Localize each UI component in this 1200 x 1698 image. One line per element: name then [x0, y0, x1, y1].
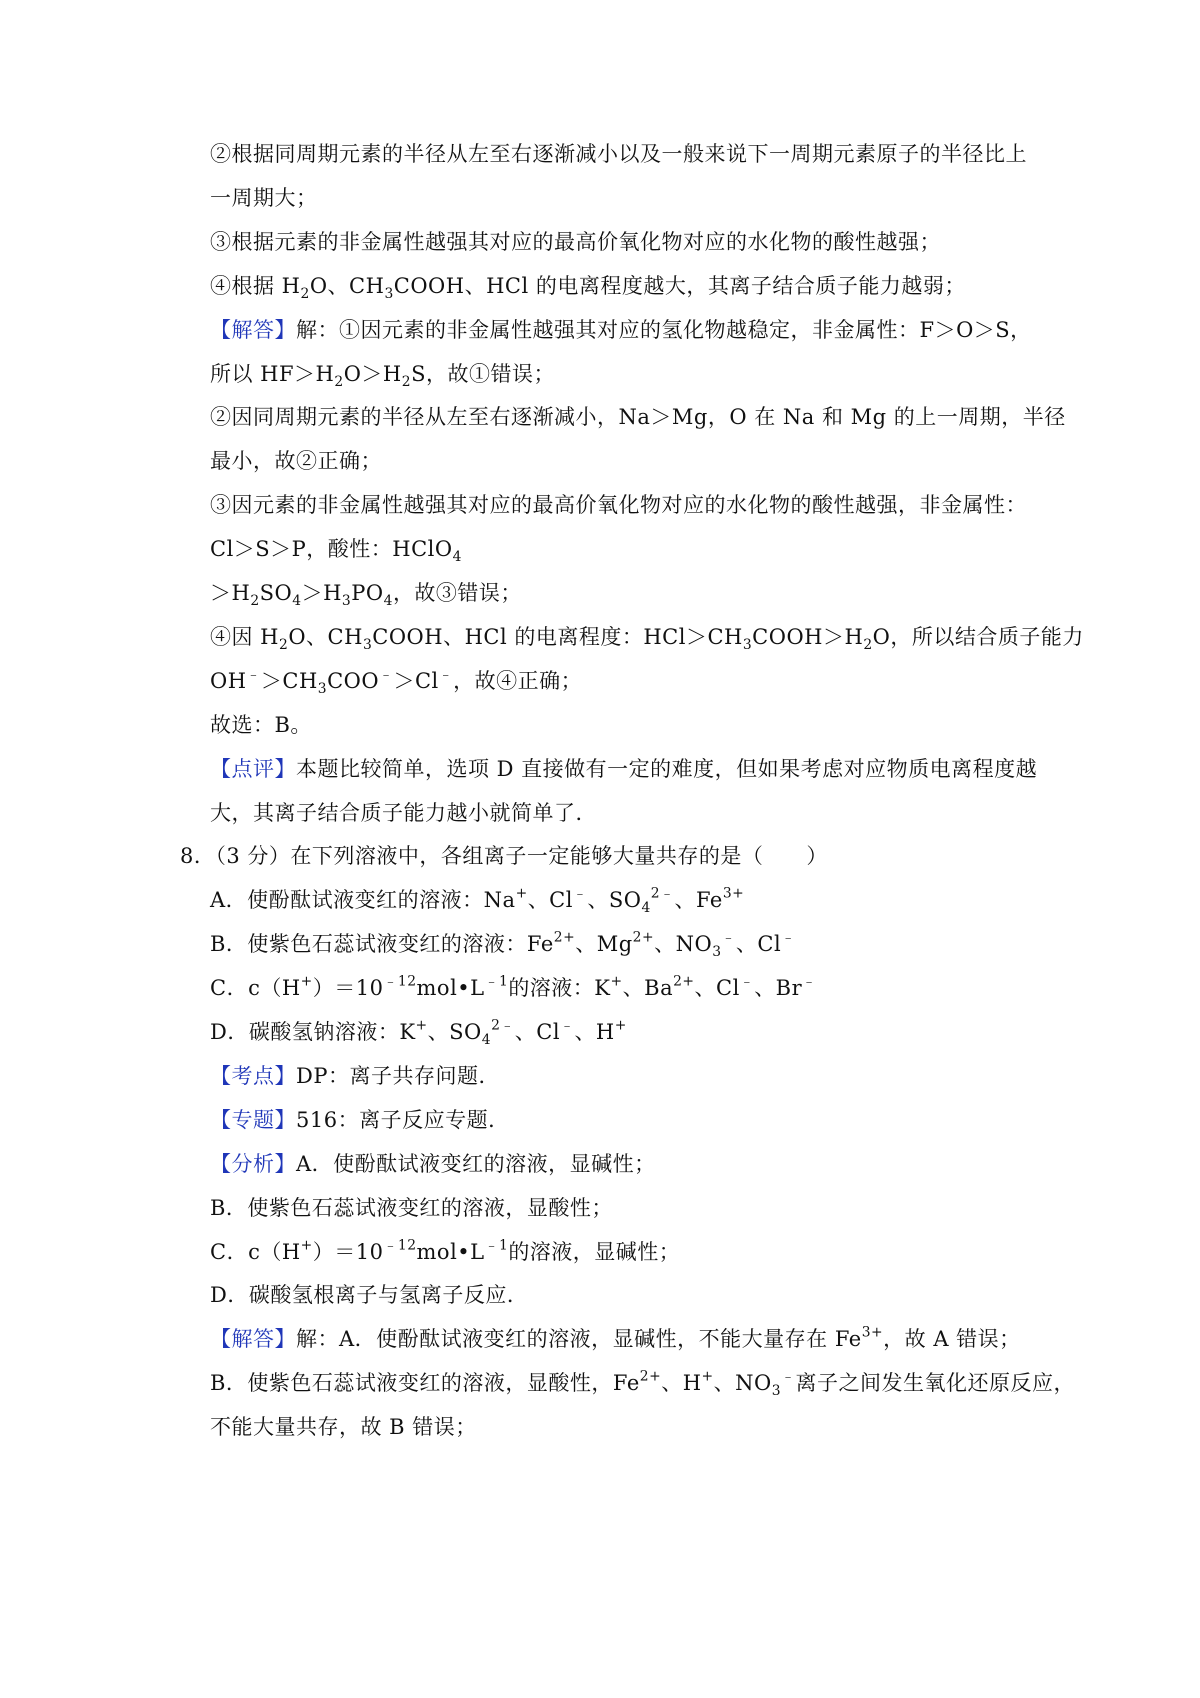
text-run: mol•L: [416, 1239, 485, 1264]
superscript: 2+: [639, 1368, 662, 1385]
text-line: [210, 183, 318, 213]
section-tag: 【解答】: [210, 1327, 296, 1352]
superscript: ﹣: [739, 973, 755, 990]
text-run: ，故④正确；: [453, 668, 583, 693]
text-run: 8．（3 分）在下列溶液中，各组离子一定能够大量共存的是（ ）: [180, 844, 828, 869]
superscript: ﹣: [560, 1017, 575, 1034]
superscript: 2+: [553, 929, 576, 946]
text-line: [210, 1412, 477, 1442]
subscript: 2: [279, 636, 289, 653]
text-run: 、Br: [754, 976, 803, 1001]
text-run: D．碳酸氢钠溶液：K: [210, 1020, 416, 1044]
text-run: 、SO: [427, 1020, 482, 1044]
text-run: 本题比较简单，选项 D 直接做有一定的难度，但如果考虑对应物质电离程度越: [296, 756, 1038, 781]
text-run: 故选：B。: [210, 712, 312, 737]
subscript: 3: [362, 636, 373, 653]
text-run: 、Ba: [622, 976, 674, 1001]
superscript: ﹣: [438, 666, 454, 683]
text-line: [210, 1061, 500, 1091]
text-run: SO: [259, 581, 293, 605]
text-run: 、Cl: [694, 976, 740, 1001]
text-run: 、NO: [654, 932, 713, 957]
text-line: [210, 1324, 1021, 1354]
text-run: COOH、HCl 的电离程度越大，其离子结合质子能力越弱；: [393, 273, 966, 298]
text-run: 、Cl: [527, 888, 573, 913]
text-run: 最小，故②正确；: [210, 449, 382, 474]
superscript: 3+: [861, 1324, 884, 1341]
section-tag: 【解答】: [210, 317, 296, 342]
text-line: [210, 885, 744, 915]
superscript: +: [701, 1368, 714, 1385]
text-run: O、CH: [309, 273, 385, 298]
section-tag: 【点评】: [210, 756, 296, 781]
text-run: O，所以结合质子能力: [872, 624, 1084, 649]
subscript: 3: [384, 285, 394, 302]
text-run: 解：A．使酚酞试液变红的溶液，显碱性，不能大量存在 Fe: [296, 1327, 862, 1352]
text-run: PO: [351, 581, 384, 605]
text-line: [210, 929, 796, 959]
superscript: +: [515, 885, 528, 902]
text-line: [210, 1368, 1075, 1398]
superscript: ﹣1: [484, 973, 509, 990]
text-run: ，故 A 错误；: [883, 1327, 1021, 1352]
text-run: ④根据 H: [210, 273, 301, 298]
superscript: 2+: [673, 973, 695, 990]
text-line: [210, 1193, 613, 1223]
text-run: 不能大量共存，故 B 错误；: [210, 1415, 477, 1440]
text-run: D．碳酸氢根离子与氢离子反应．: [210, 1283, 529, 1308]
text-run: 所以 HF＞H: [210, 361, 335, 386]
text-line: [210, 490, 1027, 520]
subscript: 3: [712, 944, 722, 961]
text-run: 解：①因元素的非金属性越强其对应的氢化物越稳定，非金属性：F＞O＞S，: [296, 317, 1032, 342]
text-line: [210, 798, 597, 828]
text-run: 516：离子反应专题．: [296, 1107, 510, 1132]
text-run: ）＝10: [312, 1239, 384, 1264]
question-line: [180, 841, 828, 871]
text-line: [210, 666, 582, 696]
text-run: 、Cl: [735, 932, 782, 957]
text-line: [210, 227, 941, 257]
text-run: COOH＞H: [752, 624, 864, 649]
text-run: Cl＞S＞P，酸性：HClO: [210, 537, 453, 562]
text-run: ＞CH: [260, 668, 318, 693]
text-line: [210, 402, 1066, 432]
text-run: ＞H: [301, 581, 342, 605]
superscript: +: [610, 973, 623, 990]
text-run: COO: [327, 668, 380, 693]
subscript: 2: [334, 373, 344, 390]
text-line: [210, 534, 462, 564]
subscript: 4: [641, 900, 651, 917]
superscript: ﹣: [781, 929, 796, 946]
superscript: ﹣: [572, 885, 588, 902]
text-line: [210, 973, 817, 1003]
subscript: 4: [292, 592, 302, 609]
subscript: 3: [771, 1383, 782, 1400]
subscript: 4: [452, 548, 462, 565]
text-line: [210, 315, 1032, 345]
text-run: B．使紫色石蕊试液变红的溶液，显酸性；: [210, 1195, 613, 1220]
superscript: ﹣: [802, 973, 817, 990]
text-run: A．使酚酞试液变红的溶液：Na: [210, 888, 516, 913]
superscript: 2﹣: [650, 885, 675, 902]
text-run: 的溶液，显碱性；: [508, 1239, 681, 1264]
text-run: 、NO: [713, 1371, 772, 1396]
text-run: ②因同周期元素的半径从左至右逐渐减小，Na＞Mg，O 在 Na 和 Mg 的上一周期，半径: [210, 405, 1066, 430]
text-run: A．使酚酞试液变红的溶液，显碱性；: [296, 1151, 656, 1176]
superscript: ﹣1: [484, 1236, 509, 1253]
subscript: 2: [300, 285, 310, 302]
text-run: S，故①错误；: [411, 361, 555, 386]
superscript: ﹣: [721, 929, 736, 946]
superscript: ﹣: [246, 666, 261, 683]
subscript: 2: [250, 592, 260, 609]
text-run: COOH、HCl 的电离程度：HCl＞CH: [372, 624, 743, 649]
text-run: 、Cl: [514, 1020, 561, 1044]
text-line: [210, 359, 555, 389]
text-line: [210, 578, 522, 608]
subscript: 2: [401, 373, 412, 390]
text-line: [210, 139, 1027, 169]
text-run: 大，其离子结合质子能力越小就简单了．: [210, 800, 597, 825]
superscript: +: [614, 1017, 627, 1034]
text-run: 离子之间发生氧化还原反应，: [795, 1371, 1075, 1396]
text-run: ）＝10: [312, 976, 384, 1001]
text-run: ②根据同周期元素的半径从左至右逐渐减小以及一般来说下一周期元素原子的半径比上: [210, 142, 1027, 166]
text-line: [210, 710, 312, 740]
text-run: ③根据元素的非金属性越强其对应的最高价氧化物对应的水化物的酸性越强；: [210, 229, 941, 254]
text-run: 、SO: [587, 888, 642, 913]
text-run: 、H: [661, 1371, 702, 1396]
text-run: B．使紫色石蕊试液变红的溶液：Fe: [210, 932, 554, 957]
text-run: O、CH: [288, 624, 363, 649]
text-run: B．使紫色石蕊试液变红的溶液，显酸性，Fe: [210, 1371, 640, 1396]
text-line: [210, 1149, 656, 1179]
text-run: ＞H: [210, 581, 251, 605]
subscript: 4: [383, 592, 393, 609]
text-run: mol•L: [416, 976, 485, 1001]
text-run: O＞H: [343, 361, 402, 386]
superscript: +: [300, 973, 313, 990]
section-tag: 【分析】: [210, 1151, 296, 1176]
subscript: 2: [863, 636, 873, 653]
section-tag: 【专题】: [210, 1107, 296, 1132]
subscript: 3: [742, 636, 753, 653]
text-line: [210, 1017, 627, 1047]
text-run: DP：离子共存问题．: [296, 1063, 500, 1088]
text-line: [210, 622, 1084, 652]
text-run: 、H: [574, 1020, 615, 1044]
text-line: [210, 271, 966, 301]
subscript: 3: [341, 592, 352, 609]
subscript: 4: [481, 1031, 492, 1048]
text-run: 的溶液：K: [508, 976, 611, 1001]
text-run: C．c（H: [210, 976, 301, 1001]
text-line: [210, 446, 382, 476]
superscript: ﹣12: [383, 973, 417, 990]
superscript: 3+: [722, 885, 745, 902]
superscript: ﹣: [781, 1368, 796, 1385]
text-run: ④因 H: [210, 624, 279, 649]
superscript: ﹣: [379, 666, 394, 683]
superscript: +: [300, 1236, 313, 1253]
text-run: 一周期大；: [210, 185, 318, 210]
text-run: 、Fe: [674, 888, 723, 913]
text-run: ③因元素的非金属性越强其对应的最高价氧化物对应的水化物的酸性越强，非金属性：: [210, 493, 1027, 518]
text-line: [210, 1237, 680, 1267]
superscript: 2﹣: [491, 1017, 515, 1034]
text-run: OH: [210, 668, 247, 693]
text-run: ，故③错误；: [392, 581, 522, 605]
superscript: +: [415, 1017, 428, 1034]
text-line: [210, 754, 1037, 784]
text-run: C．c（H: [210, 1239, 301, 1264]
text-run: ＞Cl: [393, 668, 439, 693]
subscript: 3: [317, 680, 328, 697]
superscript: ﹣12: [383, 1236, 417, 1253]
text-line: [210, 1105, 510, 1135]
text-run: 、Mg: [575, 932, 633, 957]
superscript: 2+: [632, 929, 655, 946]
section-tag: 【考点】: [210, 1063, 296, 1088]
text-line: [210, 1280, 528, 1310]
